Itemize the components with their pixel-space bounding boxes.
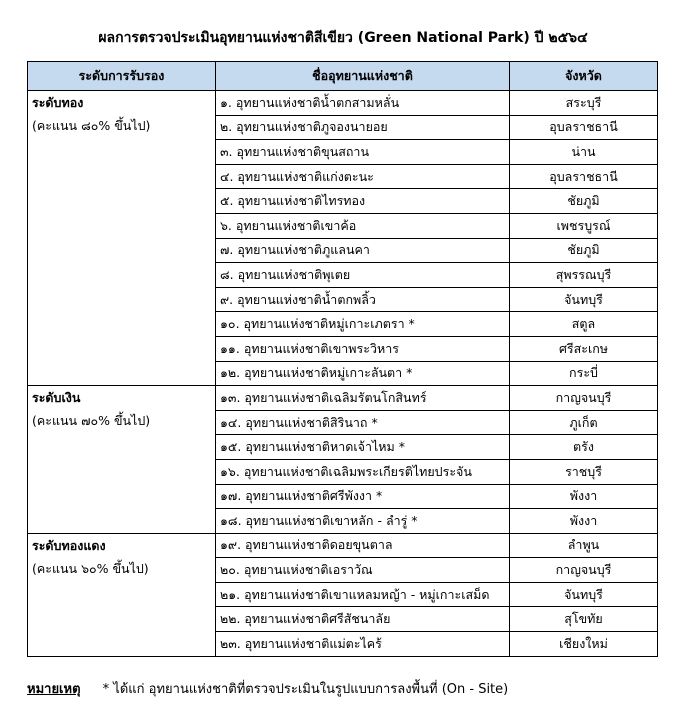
park-name-cell: ๑๐. อุทยานแห่งชาติหมู่เกาะเภตรา *: [216, 312, 510, 337]
park-name-cell: ๑๑. อุทยานแห่งชาติเขาพระวิหาร: [216, 336, 510, 361]
level-cell: [28, 91, 216, 386]
park-name-cell: ๑๔. อุทยานแห่งชาติสิรินาถ *: [216, 410, 510, 435]
province-cell: จันทบุรี: [510, 287, 658, 312]
park-name-cell: ๑๙. อุทยานแห่งชาติดอยขุนตาล: [216, 533, 510, 558]
province-cell: สุโขทัย: [510, 607, 658, 632]
province-cell: เพชรบูรณ์: [510, 213, 658, 238]
park-name-cell: ๔. อุทยานแห่งชาติแก่งตะนะ: [216, 164, 510, 189]
province-cell: กาญจนบุรี: [510, 386, 658, 411]
province-cell: พังงา: [510, 509, 658, 534]
province-cell: สระบุรี: [510, 91, 658, 116]
province-cell: น่าน: [510, 140, 658, 165]
green-park-table: [27, 61, 658, 657]
park-name-cell: ๘. อุทยานแห่งชาติพุเตย: [216, 263, 510, 288]
province-cell: ตรัง: [510, 435, 658, 460]
province-cell: ชัยภูมิ: [510, 189, 658, 214]
footnote: [27, 678, 508, 699]
header-level: ระดับการรับรอง: [28, 62, 216, 91]
table-row: [28, 91, 658, 116]
level-name: ระดับเงิน: [32, 390, 81, 406]
park-name-cell: ๑๘. อุทยานแห่งชาติเขาหลัก - ลำรู่ *: [216, 509, 510, 534]
header-province: จังหวัด: [510, 62, 658, 91]
park-name-cell: ๒. อุทยานแห่งชาติภูจองนายอย: [216, 115, 510, 140]
province-cell: เชียงใหม่: [510, 632, 658, 657]
province-cell: พังงา: [510, 484, 658, 509]
park-name-cell: ๒๐. อุทยานแห่งชาติเอราวัณ: [216, 558, 510, 583]
level-score: (คะแนน ๖๐% ขึ้นไป): [32, 560, 149, 576]
level-name: ระดับทอง: [32, 95, 84, 110]
header-park-name: ชื่ออุทยานแห่งชาติ: [216, 62, 510, 91]
park-name-cell: ๒๑. อุทยานแห่งชาติเขาแหลมหญ้า - หมู่เกาะเสม็ด: [216, 582, 510, 607]
province-cell: จันทบุรี: [510, 582, 658, 607]
level-score: (คะแนน ๗๐% ขึ้นไป): [32, 413, 151, 429]
park-name-cell: ๖. อุทยานแห่งชาติเขาค้อ: [216, 213, 510, 238]
province-cell: อุบลราชธานี: [510, 164, 658, 189]
province-cell: สตูล: [510, 312, 658, 337]
park-name-cell: ๒๒. อุทยานแห่งชาติศรีสัชนาลัย: [216, 607, 510, 632]
province-cell: ราชบุรี: [510, 459, 658, 484]
province-cell: กระบี่: [510, 361, 658, 386]
province-cell: ลำพูน: [510, 533, 658, 558]
park-name-cell: ๓. อุทยานแห่งชาติขุนสถาน: [216, 140, 510, 165]
document-title: ผลการตรวจประเมินอุทยานแห่งชาติสีเขียว (Green National Park) ปี ๒๕๖๔: [98, 30, 588, 46]
park-name-cell: ๑๓. อุทยานแห่งชาติเฉลิมรัตนโกสินทร์: [216, 386, 510, 411]
footnote-label: หมายเหตุ: [27, 682, 81, 697]
park-name-cell: ๑๖. อุทยานแห่งชาติเฉลิมพระเกียรติไทยประจัน: [216, 459, 510, 484]
province-cell: สุพรรณบุรี: [510, 263, 658, 288]
level-score: (คะแนน ๘๐% ขึ้นไป): [32, 118, 151, 133]
park-name-cell: ๗. อุทยานแห่งชาติภูแลนคา: [216, 238, 510, 263]
table-header-row: [28, 62, 658, 91]
park-name-cell: ๒๓. อุทยานแห่งชาติแม่ตะไคร้: [216, 632, 510, 657]
footnote-text: * ได้แก่ อุทยานแห่งชาติที่ตรวจประเมินในรูปแบบการลงพื้นที่ (On - Site): [102, 682, 509, 697]
level-cell: [28, 533, 216, 656]
park-name-cell: ๕. อุทยานแห่งชาติไทรทอง: [216, 189, 510, 214]
province-cell: ศรีสะเกษ: [510, 336, 658, 361]
park-name-cell: ๑๒. อุทยานแห่งชาติหมู่เกาะลันตา *: [216, 361, 510, 386]
province-cell: กาญจนบุรี: [510, 558, 658, 583]
park-name-cell: ๑๕. อุทยานแห่งชาติหาดเจ้าไหม *: [216, 435, 510, 460]
province-cell: ภูเก็ต: [510, 410, 658, 435]
level-name: ระดับทองแดง: [32, 537, 106, 553]
park-name-cell: ๑. อุทยานแห่งชาติน้ำตกสามหลั่น: [216, 91, 510, 116]
level-cell: [28, 386, 216, 534]
park-name-cell: ๑๗. อุทยานแห่งชาติศรีพังงา *: [216, 484, 510, 509]
province-cell: ชัยภูมิ: [510, 238, 658, 263]
table-body: [28, 91, 658, 657]
park-name-cell: ๙. อุทยานแห่งชาติน้ำตกพลิ้ว: [216, 287, 510, 312]
province-cell: อุบลราชธานี: [510, 115, 658, 140]
table-row: [28, 533, 658, 558]
table-row: [28, 386, 658, 411]
